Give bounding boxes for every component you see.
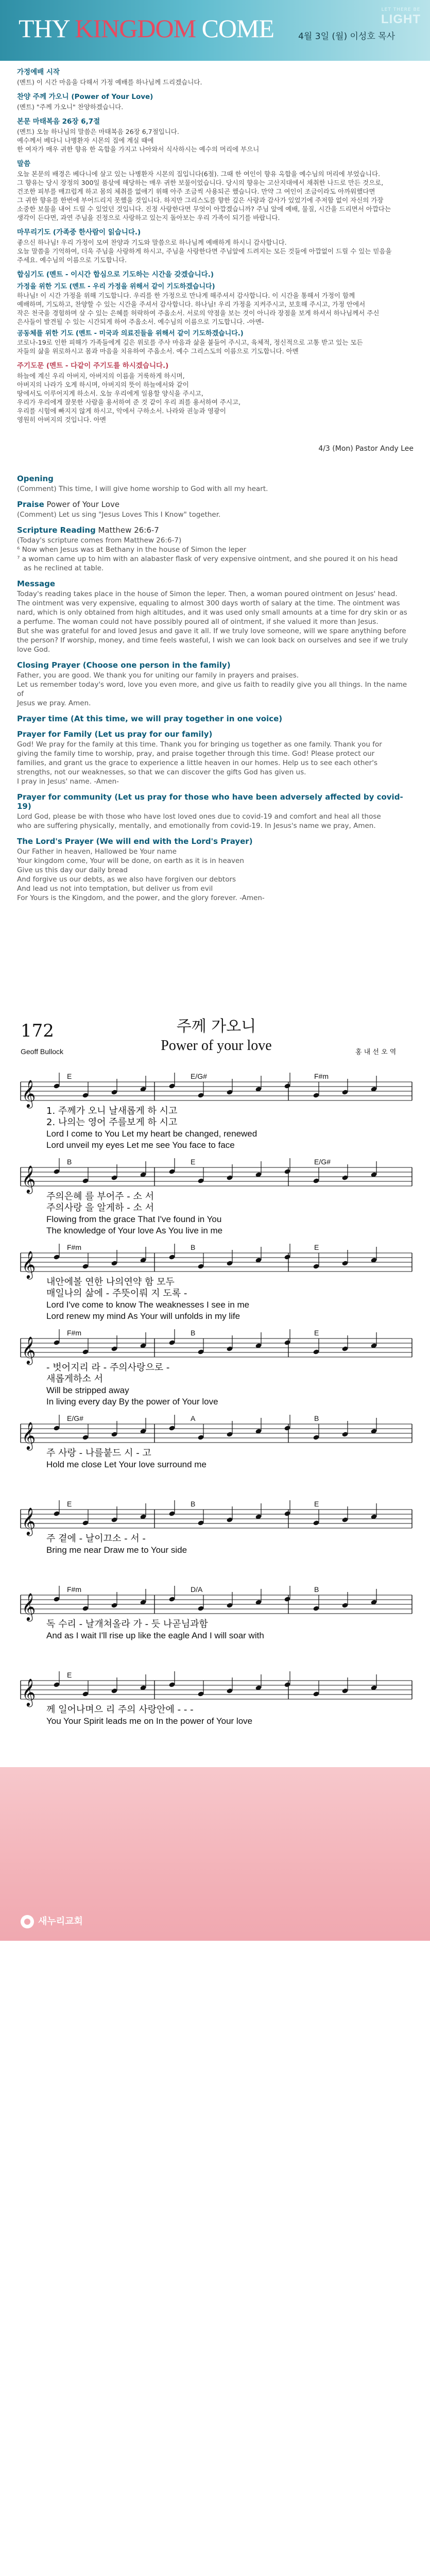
lyric-en: Lord I've come to know The weaknesses I see in me	[46, 1300, 250, 1310]
en-line: Let us remember today's word, love you even more, and give us faith to readily give you all things. In the name of	[17, 681, 409, 698]
en-line: But she was grateful for and loved Jesus and gave it all. If we truly love someone, will we spare anything before	[17, 627, 406, 635]
ko-line: 건조한 피부를 매끄럽게 하고 몸의 체취를 없애기 위해 아주 조금씩 사용되곤 했습니다. 만약 그 여인이 조금이라도 아까워했다면	[17, 188, 375, 195]
ko-heading: 마무리기도 (가족중 한사람이 읽습니다.)	[17, 228, 141, 236]
ko-line: 한 여자가 매우 귀한 향유 한 옥합을 가지고 나아와서 식사하시는 예수의 머리에 부으니	[17, 145, 260, 153]
ko-line: 그 귀한 향유를 한번에 부어드리지 못했을 것입니다. 하지만 그리스도를 향한 깊은 사랑과 감사가 있었기에 주저함 없이 자신의 가장	[17, 196, 384, 204]
chord-symbol: B	[191, 1329, 196, 1337]
treble-clef-icon: 𝄞	[22, 1336, 36, 1364]
treble-clef-icon: 𝄞	[22, 1592, 36, 1620]
chord-symbol: E	[67, 1500, 72, 1508]
brand-big: LIGHT	[381, 12, 421, 26]
en-heading	[17, 500, 414, 509]
chord-symbol: F#m	[67, 1243, 81, 1251]
chord-symbol: E/G#	[314, 1158, 331, 1166]
en-section	[17, 837, 414, 903]
lyric-en: You Your Spirit leads me on In the power of Your love	[46, 1716, 253, 1726]
lyric-en: Hold me close Let Your love surround me	[46, 1460, 207, 1469]
ko-line: 땅에서도 이루어지게 하소서. 오늘 우리에게 일용할 양식을 주시고,	[17, 389, 203, 397]
en-section	[17, 792, 414, 831]
lyric-ko: 께 일어나며으 리 주의 사랑안에 - - -	[46, 1704, 194, 1715]
en-section	[17, 660, 414, 708]
chord-symbol: F#m	[67, 1329, 81, 1337]
chord-symbol: D/A	[191, 1585, 203, 1594]
ko-line: 우리가 우리에게 잘못한 사람을 용서하여 준 것 같이 우리 죄를 용서하여 주시고,	[17, 398, 241, 406]
chord-symbol: E	[67, 1072, 72, 1080]
en-line: (Comment) Let us sing "Jesus Loves This I Know" together.	[17, 511, 221, 519]
en-heading-label: Praise	[17, 500, 44, 509]
en-heading-rest: Power of Your Love	[44, 500, 120, 509]
en-line: nard, which is only obtained from high altitudes, and it was used only small amounts at a time for dry skin or as	[17, 608, 407, 617]
en-section	[17, 526, 414, 573]
ko-subheading: 가정을 위한 기도 (멘트 - 우리 가정을 위해서 같이 기도하겠습니다)	[17, 283, 215, 291]
chord-symbol: E	[191, 1158, 196, 1166]
ko-line: (멘트) 이 시간 마음을 다해서 가정 예배를 하나님께 드리겠습니다.	[17, 78, 202, 86]
ko-section	[17, 228, 414, 264]
chord-symbol: B	[67, 1158, 72, 1166]
en-heading	[17, 526, 414, 535]
signature: 4/3 (Mon) Pastor Andy Lee	[318, 445, 414, 453]
en-line: And lead us not into temptation, but deliver us from evil	[17, 885, 213, 893]
chord-symbol: B	[191, 1243, 196, 1251]
en-heading-rest: Matthew 26:6-7	[95, 526, 159, 535]
lyric-en: Will be stripped away	[46, 1385, 129, 1395]
ko-heading: 가정예배 시작	[17, 68, 60, 76]
en-line: Our Father in heaven, Hallowed be Your name	[17, 848, 177, 856]
ko-section	[17, 117, 414, 154]
chord-symbol: E/G#	[67, 1414, 83, 1422]
ko-line: 좋으신 하나님! 우리 가정이 모여 찬양과 기도와 말씀으로 하나님께 예배하게 하시니 감사합니다.	[17, 239, 287, 246]
ko-line: 코로나-19로 인한 피해가 가족들에게 깊은 위로를 주사 마음과 삶을 붙들어 주시고, 육체적, 정신적으로 고통 받고 있는 모든	[17, 338, 363, 346]
title-accent: KINGDOM	[75, 14, 196, 43]
en-heading-label: The Lord's Prayer (We will end with the Lord's Prayer)	[17, 837, 253, 846]
en-line: ⁶ Now when Jesus was at Bethany in the house of Simon the leper	[17, 546, 247, 554]
en-heading	[17, 714, 414, 723]
treble-clef-icon: 𝄞	[22, 1250, 36, 1278]
chord-symbol: B	[314, 1414, 319, 1422]
lyric-ko: 내안에볼 연한 나의연약 함 모두	[46, 1277, 175, 1287]
lyric-ko: 주의사랑 을 알게하 - 소 서	[46, 1202, 154, 1213]
title-part: COME	[196, 14, 274, 43]
brand-logo	[381, 7, 421, 27]
ko-line: 은사들이 발견될 수 있는 시간되게 하여 주옵소서. 예수님의 이름으로 기도합니다. -아멘-	[17, 318, 264, 326]
lyric-ko: 새롭게하소 서	[46, 1374, 104, 1384]
en-heading-label: Closing Prayer (Choose one person in the family)	[17, 660, 231, 670]
chord-symbol: E	[67, 1671, 72, 1679]
en-line: Jesus we pray. Amen.	[17, 699, 91, 707]
lyric-ko: 매일나의 삶에 - 주뜻이뤄 지 도록 -	[46, 1288, 187, 1299]
ko-line: 생각이 든다면, 과연 주님을 진정으로 사랑하고 있는지 돌아보는 우리 가족이 되기를 바랍니다.	[17, 214, 280, 222]
en-section	[17, 714, 414, 723]
ko-line: 예수께서 베다니 나병환자 시몬의 집에 계실 때에	[17, 137, 154, 144]
treble-clef-icon: 𝄞	[22, 1421, 36, 1449]
composer: Geoff Bullock	[21, 1047, 64, 1056]
en-line: And forgive us our debts, as we also have forgiven our debtors	[17, 875, 236, 884]
en-section	[17, 579, 414, 654]
en-heading-label: Message	[17, 579, 55, 588]
ko-line: 작은 천국을 경험하며 살 수 있는 은혜를 허락하여 주옵소서. 서로의 약점을 보는 것이 아니라 장점을 보게 하셔서 하나님께서 주신	[17, 309, 380, 317]
page-header	[0, 0, 430, 61]
lyric-en: The knowledge of Your love As You live in me	[46, 1226, 223, 1235]
ko-line: 우리를 시험에 빠지지 않게 하시고, 악에서 구하소서. 나라와 권능과 영광이	[17, 407, 226, 415]
sheet-music	[0, 1010, 430, 1752]
worship-guide	[17, 68, 414, 909]
en-heading	[17, 792, 414, 811]
en-line: love God.	[17, 646, 50, 654]
lyric-ko: 주 사랑 - 나를붙드 시 - 고	[46, 1448, 151, 1459]
ko-heading: 말씀	[17, 160, 31, 168]
ko-line: 주세요. 예수님의 이름으로 기도합니다.	[17, 256, 127, 264]
en-heading-label: Opening	[17, 474, 54, 483]
en-heading-label: Prayer time (At this time, we will pray together in one voice)	[17, 714, 283, 723]
en-heading	[17, 730, 414, 739]
treble-clef-icon: 𝄞	[22, 1079, 36, 1107]
ko-line: 하나님! 이 시간 가정을 위해 기도합니다. 우리를 한 가정으로 만나게 해주셔서 감사합니다. 이 시간을 통해서 가정이 함께	[17, 292, 355, 299]
en-line: strengths, not our weaknesses, so that we can discover the gifts God has given us.	[17, 768, 306, 776]
brand-small: LET THERE BE	[381, 7, 421, 12]
chord-symbol: E/G#	[191, 1072, 207, 1080]
ko-line: (멘트) "주께 가오니" 찬양하겠습니다.	[17, 103, 124, 111]
ko-section	[17, 93, 414, 111]
chord-symbol: A	[191, 1414, 196, 1422]
ko-heading: 찬양 주께 가오니 (Power of Your Love)	[17, 93, 153, 101]
lyric-ko: 독 수리 - 날개쳐올라 가 - 듯 나곧님과함	[46, 1619, 208, 1630]
chord-symbol: E	[314, 1243, 319, 1251]
lyric-en: In living every day By the power of Your love	[46, 1397, 218, 1406]
en-section	[17, 500, 414, 519]
lyric-en: And as I wait I'll rise up like the eagle And I will soar with	[46, 1631, 264, 1640]
lyric-en: Bring me near Draw me to Your side	[46, 1545, 187, 1555]
treble-clef-icon: 𝄞	[22, 1507, 36, 1535]
date-preacher: 4월 3일 (월) 이성호 목사	[298, 31, 395, 42]
en-line: Father, you are good. We thank you for uniting our family in prayers and praises.	[17, 671, 299, 680]
ko-subheading: 공동체를 위한 기도 (멘트 - 미국과 의료진들을 위해서 같이 기도하겠습니다.)	[17, 330, 244, 337]
translator: 홍 내 선 오 역	[355, 1048, 397, 1056]
lyric-ko: 1. 주께가 오니 날새롭게 하 시고	[46, 1106, 178, 1116]
ko-heading: 본문 마태복음 26장 6,7절	[17, 117, 100, 126]
ko-line: 소중한 보물을 내어 드릴 수 있었던 것입니다. 진정 사랑한다면 무엇이 아깝겠습니까? 주님 앞에 예배, 물질, 시간을 드리면서 아깝다는	[17, 205, 391, 213]
title-part: THY	[19, 14, 75, 43]
en-heading-label: Prayer for community (Let us pray for those who have been adversely affected by covid-19)	[17, 792, 403, 811]
ko-section	[17, 160, 414, 222]
chord-symbol: E	[314, 1500, 319, 1508]
en-line: Give us this day our daily bread	[17, 866, 128, 874]
en-heading	[17, 474, 414, 483]
en-line: God! We pray for the family at this time. Thank you for bringing us together as one family. Thank you for	[17, 740, 382, 749]
en-section	[17, 730, 414, 786]
en-line: Today's reading takes place in the house of Simon the leper. Then, a woman poured ointment on Jesus' head.	[17, 590, 398, 598]
english-section	[17, 474, 414, 903]
ko-line: 오늘 말씀을 기억하여, 더욱 주님을 사랑하게 하시고, 주님을 사랑한다면 주님앞에 드려지는 모든 것들에 아깝없이 드릴 수 있는 믿음을	[17, 247, 392, 255]
en-heading-label: Scripture Reading	[17, 526, 96, 535]
en-heading-label: Prayer for Family (Let us pray for our family)	[17, 730, 213, 739]
ko-line: 자들의 삶을 위로하시고 몸과 마음을 치유하여 주옵소서. 예수 그리스도의 이름으로 기도합니다. 아멘	[17, 347, 299, 355]
ko-section	[17, 270, 414, 355]
en-line: families, and grant us the grace to experience a little heaven in our homes. Help us to see each other's	[17, 759, 377, 767]
en-line: The ointment was very expensive, equaling to almost 300 days worth of salary at the time. The ointment was	[17, 599, 400, 607]
lyric-en: Lord I come to You Let my heart be changed, renewed	[46, 1129, 257, 1139]
ko-line: 영원히 아버지의 것입니다. 아멘	[17, 416, 106, 423]
lyric-en: Lord renew my mind As Your will unfolds in my life	[46, 1311, 240, 1321]
en-line: Lord God, please be with those who have lost loved ones due to covid-19 and comfort and heal all those	[17, 812, 381, 821]
en-line: a perfume. The woman could not have possibly poured all of ointment, if she valued it more than Jesus.	[17, 618, 379, 626]
ko-line: 아버지의 나라가 오게 하시며, 아버지의 뜻이 하늘에서와 같이	[17, 381, 189, 388]
ko-line: (멘트) 오늘 하나님의 말씀은 마태복음 26장 6,7절입니다.	[17, 128, 179, 135]
church-name	[21, 1914, 83, 1928]
song-title-en: Power of your love	[161, 1038, 272, 1054]
lyric-ko: 2. 나의는 영어 주를보게 하 시고	[46, 1117, 178, 1128]
treble-clef-icon: 𝄞	[22, 1165, 36, 1193]
church-logo-icon	[21, 1915, 34, 1928]
church-label: 새누리교회	[38, 1916, 83, 1927]
en-section	[17, 474, 414, 494]
en-line: I pray in Jesus' name. -Amen-	[17, 777, 119, 786]
treble-clef-icon: 𝄞	[22, 1678, 36, 1706]
ko-heading: 합심기도 (멘트 - 이시간 합심으로 기도하는 시간을 갖겠습니다.)	[17, 270, 214, 279]
en-heading	[17, 660, 414, 670]
en-line: the person? If worship, money, and time feels wasteful, I wish we can look back on ourselves and see if we truly	[17, 636, 408, 645]
en-line: (Comment) This time, I will give home worship to God with all my heart.	[17, 485, 268, 493]
ko-heading: 주기도문 (멘트 - 다같이 주기도를 하시겠습니다.)	[17, 362, 169, 370]
chord-symbol: B	[191, 1500, 196, 1508]
en-line: ⁷ a woman came up to him with an alabaster flask of very expensive ointment, and she poured it on his head	[17, 555, 398, 563]
lyric-ko: - 벗어지리 라 - 주의사랑으로 -	[46, 1362, 170, 1373]
lyric-ko: 주 곁에 - 날이끄소 - 서 -	[46, 1533, 146, 1544]
en-line: Your kingdom come, Your will be done, on earth as it is in heaven	[17, 857, 244, 865]
en-heading	[17, 837, 414, 846]
page-title	[19, 13, 274, 43]
ko-line: 예배하며, 기도하고, 찬양할 수 있는 시간을 주셔서 감사합니다. 하나님! 우리 가정을 지켜주시고, 보호해 주시고, 가정 안에서	[17, 300, 366, 308]
en-heading	[17, 579, 414, 588]
ko-section	[17, 362, 414, 424]
ko-line: 하늘에 계신 우리 아버지, 아버지의 이름을 거룩하게 하시며,	[17, 372, 185, 380]
chord-symbol: B	[314, 1585, 319, 1594]
en-line: giving the family time to worship, pray, and praise together through this time. God! Please protect our	[17, 750, 375, 758]
en-line: (Today's scripture comes from Matthew 26:6-7)	[17, 536, 182, 545]
en-line: who are suffering physically, mentally, and emotionally from covid-19. In Jesus's name we pray, Amen.	[17, 822, 376, 830]
ko-line: 오늘 본문의 배경은 베다니에 살고 있는 나병환자 시몬의 집입니다(6절). 그때 한 여인이 향유 옥합을 예수님의 머리에 부었습니다.	[17, 170, 381, 178]
lyric-ko: 주의은혜 를 부어주 - 소 서	[46, 1191, 154, 1202]
chord-symbol: E	[314, 1329, 319, 1337]
hymn-number: 172	[21, 1021, 54, 1041]
chord-symbol: F#m	[314, 1072, 329, 1080]
en-line: For Yours is the Kingdom, and the power, and the glory forever. -Amen-	[17, 894, 265, 902]
lyric-en: Flowing from the grace That I've found in You	[46, 1214, 222, 1224]
korean-section	[17, 68, 414, 424]
en-line: as he reclined at table.	[17, 564, 104, 572]
lyric-en: Lord unveil my eyes Let me see You face to face	[46, 1140, 235, 1150]
ko-section	[17, 68, 414, 87]
chord-symbol: F#m	[67, 1585, 81, 1594]
ko-line: 그 향유는 당시 장정의 300일 품삯에 해당하는 매우 귀한 보물이었습니다. 당시의 향유는 고산지대에서 채취한 나드로 만든 것으로,	[17, 179, 384, 187]
song-title-ko: 주께 가오니	[176, 1018, 256, 1036]
